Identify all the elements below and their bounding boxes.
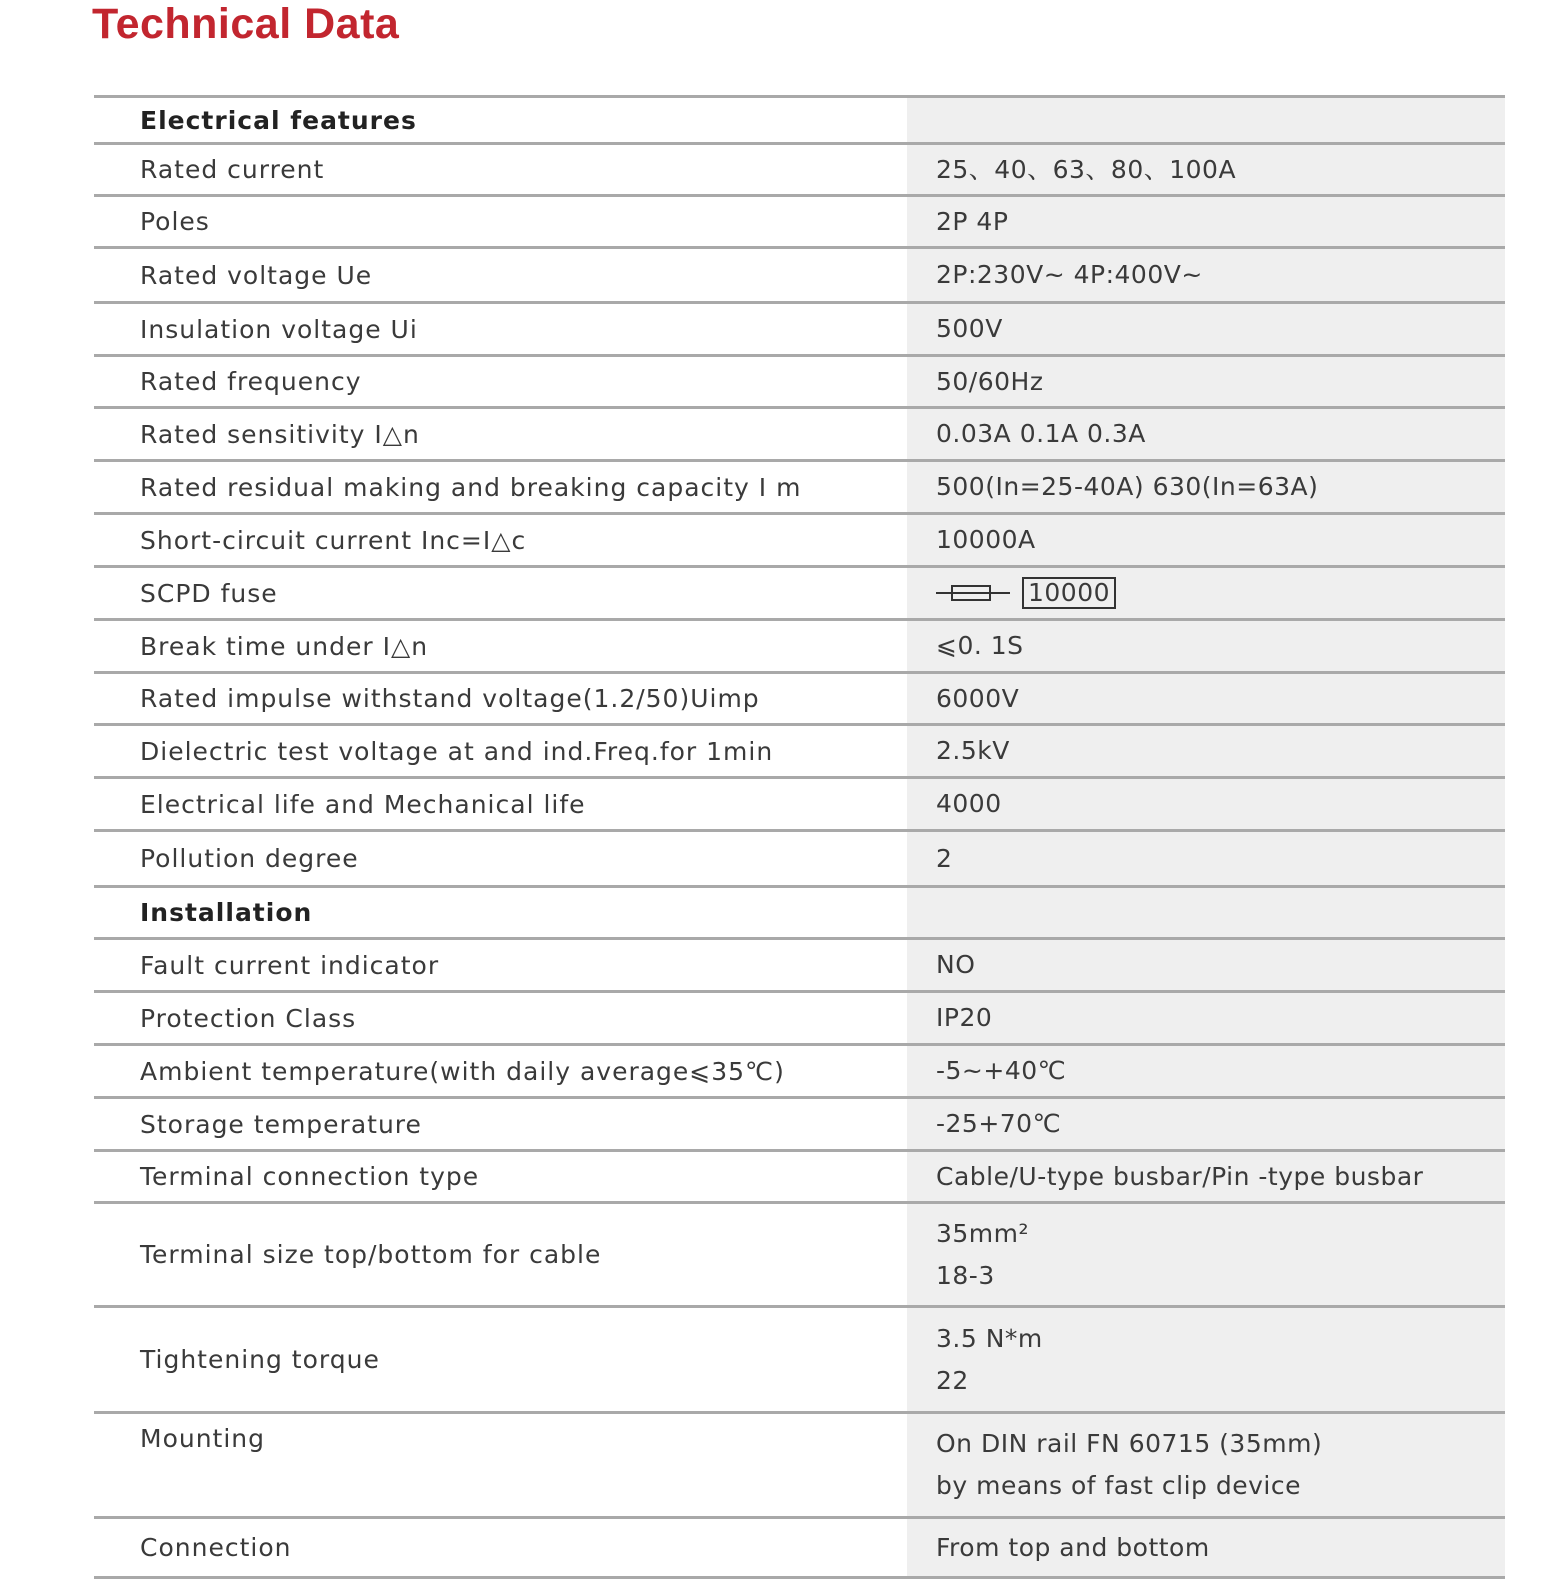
section-header-row	[94, 95, 1505, 145]
row-value: 4000	[936, 789, 1002, 818]
table-row	[94, 940, 1505, 993]
row-value: -5~+40℃	[936, 1056, 1067, 1085]
row-value-cell	[907, 568, 1505, 618]
row-value-cell	[907, 249, 1505, 301]
table-row	[94, 1152, 1505, 1204]
row-value: 0.03A 0.1A 0.3A	[936, 419, 1146, 448]
section-value-cell	[907, 98, 1505, 142]
row-value-cell	[907, 357, 1505, 406]
row-value: 35mm²	[936, 1218, 1030, 1248]
row-value: 10000A	[936, 525, 1036, 554]
row-label: Mounting	[140, 1424, 266, 1453]
row-value: 3.5 N*m	[936, 1323, 1043, 1353]
row-label: Fault current indicator	[140, 950, 440, 980]
row-value-cell	[907, 145, 1505, 194]
table-row	[94, 568, 1505, 621]
table-row	[94, 1519, 1505, 1579]
table-row	[94, 1414, 1505, 1519]
row-label: Rated sensitivity I△n	[140, 419, 420, 449]
row-value-cell	[907, 304, 1505, 354]
row-label: Break time under I△n	[140, 631, 429, 661]
row-label: Rated current	[140, 155, 325, 184]
row-value: 22	[936, 1365, 969, 1395]
row-value: NO	[936, 950, 976, 979]
table-row	[94, 621, 1505, 674]
row-value-cell	[907, 462, 1505, 512]
row-value-cell	[907, 515, 1505, 565]
row-value-cell	[907, 726, 1505, 776]
table-row	[94, 726, 1505, 779]
table-row	[94, 1099, 1505, 1152]
row-value: 2P 4P	[936, 206, 1009, 236]
row-value: 2	[936, 843, 953, 873]
row-label: Ambient temperature(with daily average⩽35℃)	[140, 1056, 785, 1086]
row-value: 500(In=25-40A) 630(In=63A)	[936, 472, 1319, 501]
table-row	[94, 409, 1505, 462]
row-value-cell	[907, 1308, 1505, 1411]
row-label: Terminal size top/bottom for cable	[140, 1240, 602, 1269]
row-value-cell	[907, 1046, 1505, 1096]
row-value-cell	[907, 832, 1505, 885]
row-label: Storage temperature	[140, 1109, 422, 1139]
row-value: ⩽0. 1S	[936, 631, 1024, 660]
row-value-cell	[907, 1519, 1505, 1576]
table-row	[94, 197, 1505, 249]
table-row	[94, 832, 1505, 888]
row-label: Rated impulse withstand voltage(1.2/50)Uimp	[140, 684, 760, 713]
section-header-row	[94, 888, 1505, 940]
row-value: IP20	[936, 1003, 993, 1032]
row-value: 6000V	[936, 683, 1020, 713]
table-row	[94, 1204, 1505, 1308]
table-row	[94, 357, 1505, 409]
row-label: Pollution degree	[140, 844, 359, 873]
row-value-cell	[907, 940, 1505, 990]
row-value: 2.5kV	[936, 736, 1010, 765]
row-value: 2P:230V~ 4P:400V~	[936, 260, 1203, 289]
row-value: 50/60Hz	[936, 366, 1044, 396]
row-label: SCPD fuse	[140, 578, 278, 608]
table-row	[94, 993, 1505, 1046]
row-value: 25、40、63、80、100A	[936, 154, 1237, 184]
row-value: On DIN rail FN 60715 (35mm)	[936, 1429, 1323, 1458]
row-value: 18-3	[936, 1260, 995, 1290]
row-label: Protection Class	[140, 1003, 357, 1033]
technical-data-table	[94, 95, 1505, 1579]
row-value-cell	[907, 621, 1505, 671]
row-label: Connection	[140, 1533, 292, 1562]
section-heading: Electrical features	[140, 105, 417, 135]
row-value-cell	[907, 993, 1505, 1043]
row-value-cell	[907, 674, 1505, 723]
table-row	[94, 1046, 1505, 1099]
row-value: From top and bottom	[936, 1532, 1210, 1562]
table-row	[94, 674, 1505, 726]
row-value: by means of fast clip device	[936, 1471, 1301, 1500]
fuse-icon	[936, 582, 1010, 604]
row-value: -25+70℃	[936, 1109, 1062, 1138]
row-value-cell	[907, 1099, 1505, 1149]
row-value-cell	[907, 1204, 1505, 1305]
row-label: Rated residual making and breaking capacity I m	[140, 472, 802, 502]
table-row	[94, 1308, 1505, 1414]
row-label: Insulation voltage Ui	[140, 314, 418, 344]
row-label: Rated frequency	[140, 367, 362, 396]
row-value-cell	[907, 197, 1505, 246]
page-title: Technical Data	[92, 0, 400, 48]
row-value-cell	[907, 1414, 1505, 1516]
row-value-cell	[907, 409, 1505, 459]
row-label: Rated voltage Ue	[140, 260, 373, 290]
row-label: Electrical life and Mechanical life	[140, 789, 586, 819]
row-value-cell	[907, 1152, 1505, 1201]
table-row	[94, 249, 1505, 304]
row-label: Tightening torque	[140, 1345, 380, 1374]
section-heading: Installation	[140, 898, 313, 927]
row-value: 500V	[936, 314, 1003, 343]
table-row	[94, 304, 1505, 357]
fuse-rating	[936, 577, 1505, 609]
row-label: Short-circuit current Inc=I△c	[140, 525, 527, 555]
table-row	[94, 515, 1505, 568]
row-value-cell	[907, 779, 1505, 829]
table-row	[94, 145, 1505, 197]
row-value: Cable/U-type busbar/Pin -type busbar	[936, 1161, 1424, 1191]
row-label: Terminal connection type	[140, 1162, 480, 1191]
fuse-rating-box: 10000	[1022, 577, 1116, 609]
row-label: Dielectric test voltage at and ind.Freq.for 1min	[140, 736, 774, 766]
table-row	[94, 462, 1505, 515]
table-row	[94, 779, 1505, 832]
section-value-cell	[907, 888, 1505, 937]
row-label: Poles	[140, 207, 210, 236]
